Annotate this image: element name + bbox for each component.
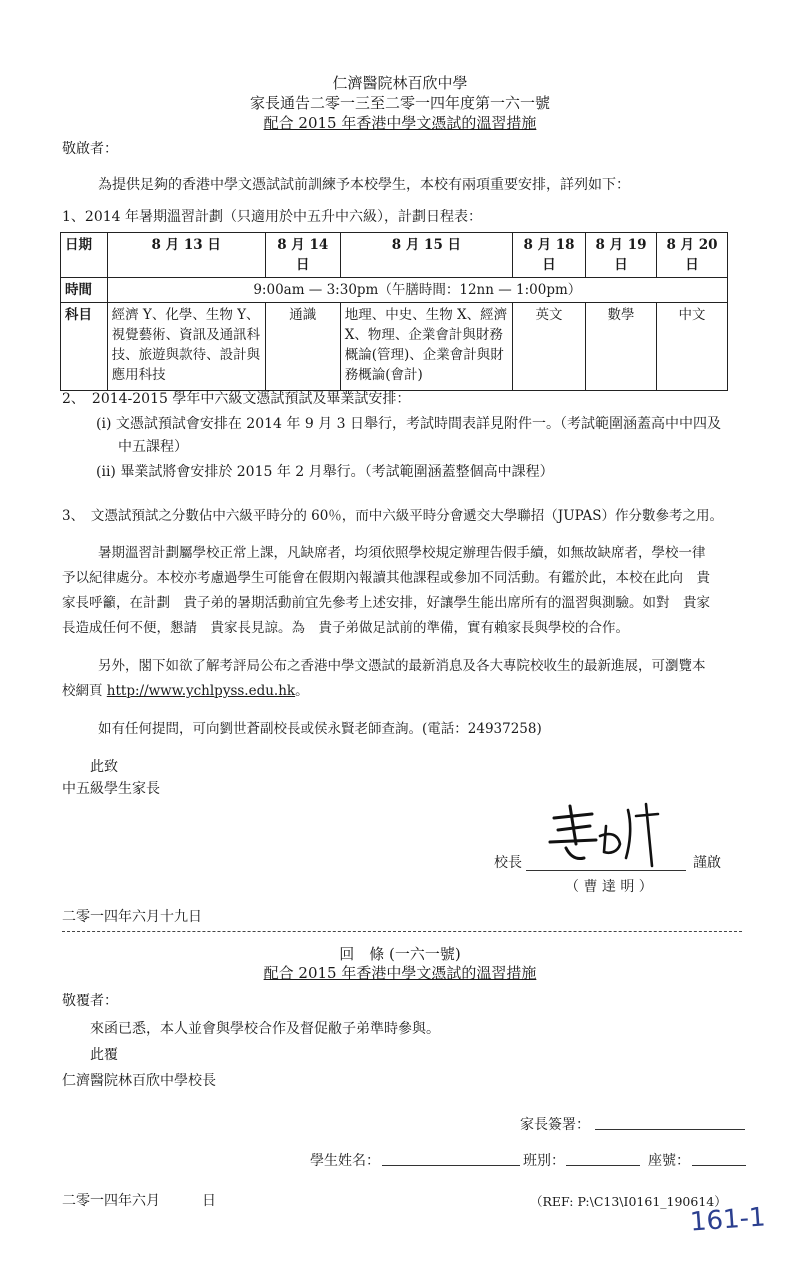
parent-signature-label: 家長簽署： — [520, 1117, 590, 1133]
principal-label: 校長 — [494, 855, 522, 871]
reply-body: 來函已悉，本人並會與學校合作及督促敝子弟準時參與。 — [90, 1021, 440, 1037]
website-link[interactable]: http://www.ychlpyss.edu.hk — [106, 683, 296, 699]
table-row-time — [61, 278, 728, 303]
notice-subject: 配合 2015 年香港中學文憑試的溫習措施 — [263, 114, 537, 132]
schedule-table — [60, 232, 728, 391]
notice-date: 二零一四年六月十九日 — [62, 909, 202, 925]
class-label: 班別： — [523, 1153, 565, 1169]
time-cell: 9:00am — 3:30pm（午膳時間：12nn — 1:00pm） — [107, 278, 727, 303]
paragraph-line: 予以紀律處分。本校亦考慮過學生可能會在假期內報讀其他課程或參加不同活動。有鑑於此，本校在此向 貴 — [62, 570, 710, 586]
paragraph-line: 暑期溫習計劃屬學校正常上課，凡缺席者，均須依照學校規定辦理告假手續，如無故缺席者，學校一律 — [98, 545, 706, 561]
subject-cell: 通識 — [265, 303, 340, 391]
student-name-label: 學生姓名： — [310, 1153, 380, 1169]
student-name-field[interactable] — [382, 1165, 520, 1166]
parent-signature-field[interactable] — [595, 1129, 745, 1130]
reply-subject: 配合 2015 年香港中學文憑試的溫習措施 — [263, 964, 537, 982]
date-cell: 8 月 20 日 — [657, 233, 728, 278]
tear-off-divider — [62, 931, 742, 932]
item-2-sub-i-cont: 中五課程） — [118, 439, 188, 455]
seat-number-field[interactable] — [692, 1165, 746, 1166]
seat-label: 座號： — [648, 1153, 690, 1169]
item-2-sub-i: (i) 文憑試預試會安排在 2014 年 9 月 3 日舉行，考試時間表詳見附件一。（考試範圍涵蓋高中中四及 — [96, 416, 721, 432]
principal-signature — [540, 796, 670, 872]
subject-cell: 數學 — [586, 303, 657, 391]
subject-cell: 地理、中史、生物 X、經濟 X、物理、企業會計與財務概論(管理)、企業會計與財務概論(會計) — [340, 303, 512, 391]
item-2-sub-ii: (ii) 畢業試將會安排於 2015 年 2 月舉行。（考試範圍涵蓋整個高中課程） — [96, 464, 554, 480]
reply-salutation: 敬覆者： — [62, 993, 118, 1009]
reply-date: 二零一四年六月 日 — [62, 1193, 216, 1209]
salutation: 敬啟者： — [62, 141, 118, 157]
class-field[interactable] — [566, 1165, 640, 1166]
closing-recipient: 中五級學生家長 — [62, 781, 160, 797]
closing-regards: 此致 — [90, 759, 118, 775]
principal-signature-line — [526, 870, 686, 871]
item-3: 3、 文憑試預試之分數佔中六級平時分的 60％，而中六級平時分會遞交大學聯招（JUPAS）作分數參考之用。 — [62, 508, 723, 524]
table-row-subjects — [61, 303, 728, 391]
date-cell: 8 月 15 日 — [340, 233, 512, 278]
date-cell: 8 月 14 日 — [265, 233, 340, 278]
row-label-time: 時間 — [61, 278, 108, 303]
subject-cell: 英文 — [513, 303, 586, 391]
paragraph-line: 另外，閣下如欲了解考評局公布之香港中學文憑試的最新消息及各大專院校收生的最新進展，可瀏覽本 — [98, 658, 706, 674]
paragraph-line: 家長呼籲，在計劃 貴子弟的暑期活動前宜先參考上述安排，好讓學生能出席所有的溫習與測驗。如對 貴家 — [62, 595, 710, 611]
subject-cell: 經濟 Y、化學、生物 Y、視覺藝術、資訊及通訊科技、旅遊與款待、設計與應用科技 — [107, 303, 265, 391]
row-label-subject: 科目 — [61, 303, 108, 391]
paragraph-line: 長造成任何不便，懇請 貴家長見諒。為 貴子弟做足試前的準備，實有賴家長與學校的合作。 — [62, 620, 629, 636]
website-prefix: 校網頁 — [62, 683, 107, 699]
intro-paragraph: 為提供足夠的香港中學文憑試試前訓練予本校學生，本校有兩項重要安排，詳列如下： — [98, 177, 630, 193]
date-cell: 8 月 19 日 — [586, 233, 657, 278]
reply-closing: 此覆 — [90, 1047, 118, 1063]
contact-paragraph: 如有任何提問，可向劉世蒼副校長或侯永賢老師查詢。(電話：24937258) — [98, 721, 542, 737]
date-cell: 8 月 13 日 — [107, 233, 265, 278]
website-suffix: 。 — [295, 683, 309, 699]
notice-number: 家長通告二零一三至二零一四年度第一六一號 — [249, 94, 550, 112]
row-label-date: 日期 — [61, 233, 108, 278]
table-row-dates — [61, 233, 728, 278]
reference-code: （REF: P:\C13\I0161_190614） — [530, 1194, 727, 1209]
reply-recipient: 仁濟醫院林百欣中學校長 — [62, 1073, 216, 1089]
date-cell: 8 月 18 日 — [513, 233, 586, 278]
respect-closing: 謹啟 — [693, 855, 721, 871]
school-name: 仁濟醫院林百欣中學 — [332, 74, 468, 92]
principal-name: （ 曹 達 明 ） — [565, 879, 653, 895]
reply-title: 回 條 (一六一號) — [339, 945, 461, 963]
subject-cell: 中文 — [657, 303, 728, 391]
item-2-title: 2、 2014-2015 學年中六級文憑試預試及畢業試安排： — [62, 391, 411, 407]
page-mark: 161-1 — [689, 1202, 767, 1238]
item-1-title: 1、2014 年暑期溫習計劃（只適用於中五升中六級），計劃日程表： — [62, 209, 482, 225]
website-line — [62, 678, 309, 705]
